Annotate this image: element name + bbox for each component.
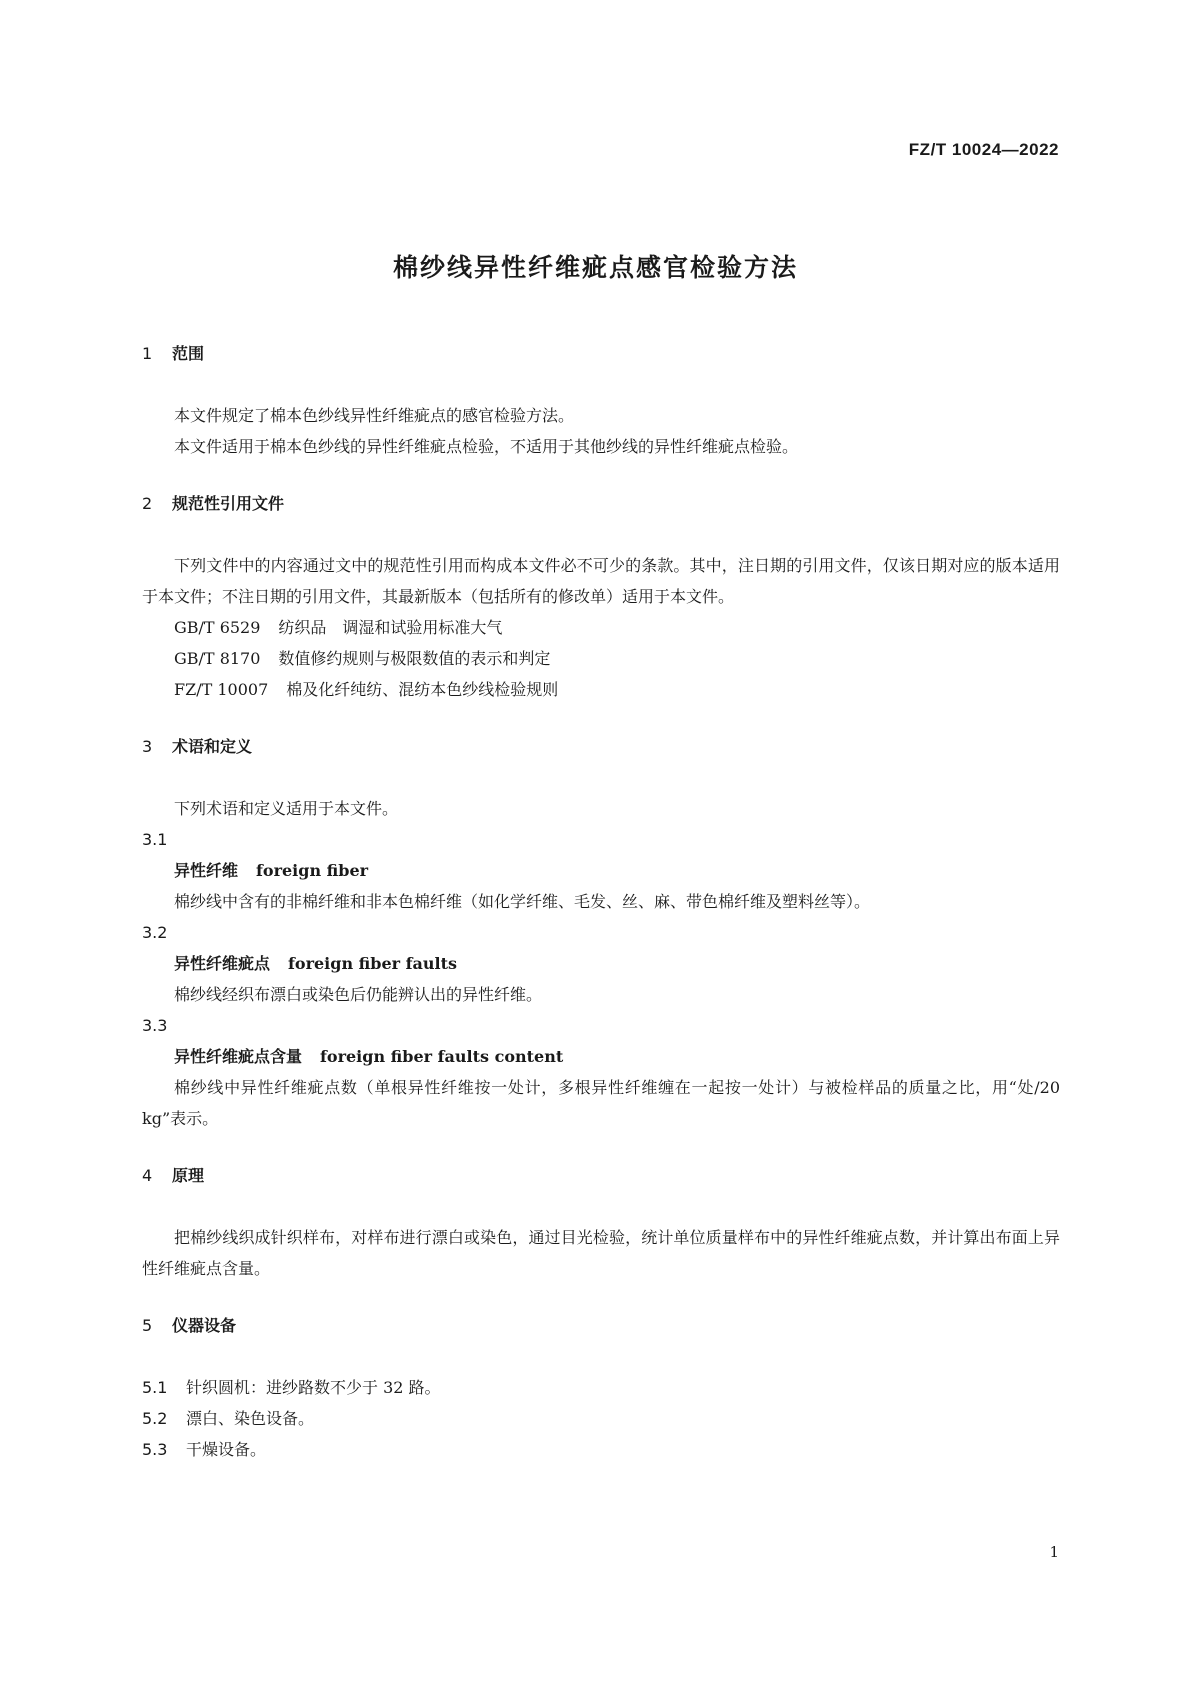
apparatus-item bbox=[142, 1434, 1060, 1465]
item-number: 5.1 bbox=[142, 1378, 168, 1397]
paragraph: 本文件规定了棉本色纱线异性纤维疵点的感官检验方法。 bbox=[174, 406, 575, 425]
document-body bbox=[142, 342, 1060, 1465]
term-number: 3.2 bbox=[142, 923, 168, 942]
section-title: 规范性引用文件 bbox=[172, 494, 285, 513]
term-en: foreign fiber faults bbox=[288, 954, 458, 973]
term-number: 3.1 bbox=[142, 830, 168, 849]
item-text: 干燥设备。 bbox=[186, 1440, 267, 1459]
term-number: 3.3 bbox=[142, 1016, 168, 1035]
paragraph: 下列术语和定义适用于本文件。 bbox=[174, 799, 399, 818]
term-entry bbox=[142, 948, 1060, 979]
section-number: 3 bbox=[142, 737, 153, 756]
term-zh: 异性纤维疵点 bbox=[174, 954, 271, 973]
section-number: 5 bbox=[142, 1316, 153, 1335]
section-title: 原理 bbox=[172, 1166, 205, 1185]
term-definition: 棉纱线经织布漂白或染色后仍能辨认出的异性纤维。 bbox=[174, 985, 543, 1004]
apparatus-item bbox=[142, 1403, 1060, 1434]
paragraph: 下列文件中的内容通过文中的规范性引用而构成本文件必不可少的条款。其中，注日期的引用文件，仅该日期对应的版本适用于本文件；不注日期的引用文件，其最新版本（包括所有的修改单）适用于本文件。 bbox=[142, 556, 1060, 606]
term-zh: 异性纤维疵点含量 bbox=[174, 1047, 303, 1066]
reference-code: GB/T 6529 bbox=[174, 618, 261, 637]
term-en: foreign fiber faults content bbox=[320, 1047, 564, 1066]
standard-code: FZ/T 10024—2022 bbox=[908, 140, 1059, 159]
reference-title: 棉及化纤纯纺、混纺本色纱线检验规则 bbox=[286, 680, 559, 699]
document-title: 棉纱线异性纤维疵点感官检验方法 bbox=[392, 253, 798, 282]
reference-code: FZ/T 10007 bbox=[174, 680, 269, 699]
section-title: 术语和定义 bbox=[172, 737, 253, 756]
section-title: 范围 bbox=[172, 344, 205, 363]
reference-item bbox=[142, 643, 1060, 674]
term-entry bbox=[142, 1041, 1060, 1072]
term-en: foreign fiber bbox=[256, 861, 369, 880]
term-definition: 棉纱线中异性纤维疵点数（单根异性纤维按一处计，多根异性纤维缠在一起按一处计）与被检样品的质量之比，用“处/20 kg”表示。 bbox=[142, 1078, 1060, 1128]
reference-item bbox=[142, 674, 1060, 705]
reference-title: 数值修约规则与极限数值的表示和判定 bbox=[278, 649, 551, 668]
section-number: 1 bbox=[142, 344, 153, 363]
item-number: 5.2 bbox=[142, 1409, 168, 1428]
section-1-heading bbox=[142, 342, 1060, 366]
section-5-heading bbox=[142, 1314, 1060, 1338]
item-number: 5.3 bbox=[142, 1440, 168, 1459]
item-text: 针织圆机：进纱路数不少于 32 路。 bbox=[186, 1378, 441, 1397]
reference-title: 纺织品 调湿和试验用标准大气 bbox=[278, 618, 503, 637]
section-title: 仪器设备 bbox=[172, 1316, 237, 1335]
section-3-heading bbox=[142, 735, 1060, 759]
reference-item bbox=[142, 612, 1060, 643]
term-zh: 异性纤维 bbox=[174, 861, 239, 880]
reference-code: GB/T 8170 bbox=[174, 649, 261, 668]
term-entry bbox=[142, 855, 1060, 886]
page-number: 1 bbox=[1049, 1543, 1059, 1561]
paragraph: 把棉纱线织成针织样布，对样布进行漂白或染色，通过目光检验，统计单位质量样布中的异性纤维疵点数，并计算出布面上异性纤维疵点含量。 bbox=[142, 1228, 1060, 1278]
section-2-heading bbox=[142, 492, 1060, 516]
section-4-heading bbox=[142, 1164, 1060, 1188]
paragraph: 本文件适用于棉本色纱线的异性纤维疵点检验，不适用于其他纱线的异性纤维疵点检验。 bbox=[174, 437, 799, 456]
section-number: 2 bbox=[142, 494, 153, 513]
section-number: 4 bbox=[142, 1166, 153, 1185]
apparatus-item bbox=[142, 1372, 1060, 1403]
item-text: 漂白、染色设备。 bbox=[186, 1409, 315, 1428]
term-definition: 棉纱线中含有的非棉纤维和非本色棉纤维（如化学纤维、毛发、丝、麻、带色棉纤维及塑料丝等）。 bbox=[174, 892, 871, 911]
